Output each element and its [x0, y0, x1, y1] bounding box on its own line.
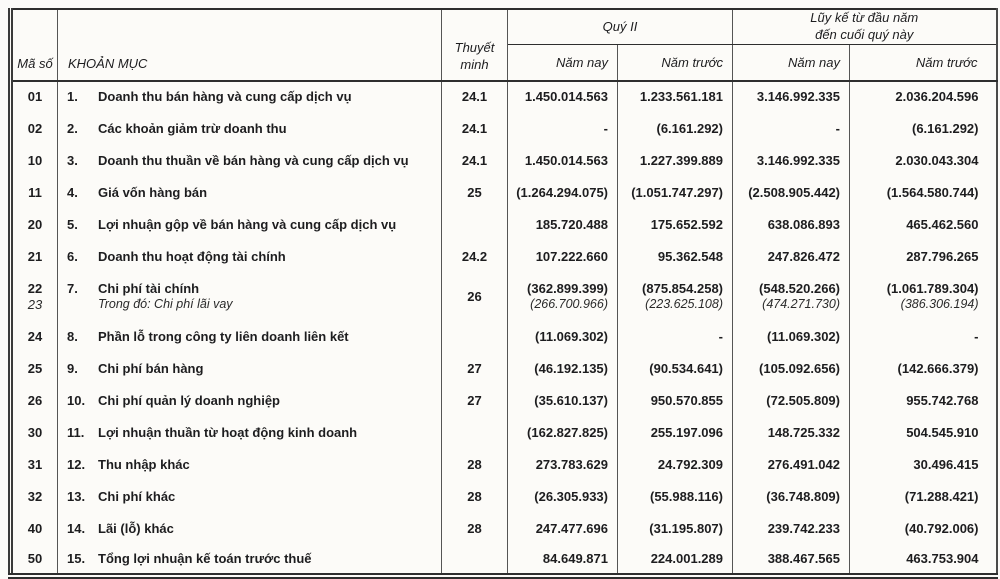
table-row: [11, 241, 997, 273]
row-label-number: 4.: [67, 184, 78, 200]
header-group-cumulative-line1: Lũy kế từ đầu năm: [810, 10, 919, 25]
header-group-cumulative-line2: đến cuối quý này: [815, 26, 914, 42]
header-items: KHOẢN MỤC: [58, 9, 442, 81]
row-label-number: 14.: [67, 520, 86, 536]
row-label: [58, 545, 442, 576]
row-label-number: 10.: [67, 392, 86, 408]
row-note-value: 28: [467, 456, 482, 472]
table-row: [11, 481, 997, 513]
value-quarter-prior: 175.652.592: [618, 209, 733, 241]
value-quarter-current: 273.783.629: [508, 449, 618, 481]
value-quarter-prior: 255.197.096: [618, 417, 733, 449]
row-note-value: 25: [467, 184, 482, 200]
row-label-number: 9.: [67, 360, 78, 376]
row-code: [11, 449, 58, 481]
table-row: [11, 513, 997, 545]
value-cumulative-current: -: [733, 113, 850, 145]
value-cumulative-current: 148.725.332: [733, 417, 850, 449]
row-label-name: Lợi nhuận gộp về bán hàng và cung cấp dịch vụ: [98, 216, 397, 232]
row-label: [58, 113, 442, 145]
value-quarter-prior: (90.534.641): [618, 353, 733, 385]
value-quarter-prior: (1.051.747.297): [618, 177, 733, 209]
value-cumulative-prior: (1.061.789.304) (386.306.194): [886, 280, 979, 312]
value-quarter-prior: 24.792.309: [618, 449, 733, 481]
value-quarter-current: -: [508, 113, 618, 145]
value-cumulative-current: (36.748.809): [733, 481, 850, 513]
row-note-value: 24.1: [461, 120, 488, 136]
row-code-value: 25: [27, 360, 43, 376]
table-row: [11, 145, 997, 177]
row-code-value: 24: [27, 328, 43, 344]
value-quarter-prior: (6.161.292): [618, 113, 733, 145]
income-statement-sheet: [8, 8, 994, 579]
row-code: [11, 545, 58, 576]
row-note: [442, 81, 508, 113]
header-group-cumulative: [733, 9, 997, 44]
row-note: [442, 113, 508, 145]
row-note: [442, 145, 508, 177]
value-cumulative-prior: (71.288.421): [904, 488, 979, 504]
table-body: [11, 81, 997, 576]
table-row: [11, 545, 997, 576]
row-label-name: Thu nhập khác: [98, 456, 190, 472]
value-quarter-current: 185.720.488: [508, 209, 618, 241]
row-note-value: 26: [467, 288, 482, 304]
value-cumulative-current: 3.146.992.335: [733, 81, 850, 113]
table-row: [11, 385, 997, 417]
row-label-name: Doanh thu thuần về bán hàng và cung cấp dịch vụ: [98, 152, 409, 168]
row-code-value: 22: [27, 281, 43, 297]
header-cumulative-current-year: Năm nay: [733, 44, 850, 81]
row-label-name: Tổng lợi nhuận kế toán trước thuế: [98, 550, 312, 566]
value-quarter-prior: 95.362.548: [618, 241, 733, 273]
value-cumulative-current: (11.069.302): [733, 321, 850, 353]
row-label: [58, 513, 442, 545]
row-label-name: Các khoản giảm trừ doanh thu: [98, 120, 287, 136]
table-row: [11, 353, 997, 385]
value-quarter-prior: (875.854.258) (223.625.108): [618, 273, 733, 321]
row-code: [11, 417, 58, 449]
value-cumulative-current: (105.092.656): [733, 353, 850, 385]
row-label: [58, 481, 442, 513]
value-quarter-current: (26.305.933): [508, 481, 618, 513]
row-code: [11, 513, 58, 545]
row-label-number: 3.: [67, 152, 78, 168]
value-cumulative-prior: 287.796.265: [906, 248, 979, 264]
value-cumulative-prior: 463.753.904: [906, 550, 979, 566]
table-row: [11, 417, 997, 449]
row-label: [58, 321, 442, 353]
row-note: [442, 545, 508, 576]
value-quarter-prior: 950.570.855: [618, 385, 733, 417]
table-row: [11, 449, 997, 481]
row-code: [11, 145, 58, 177]
row-label: [58, 353, 442, 385]
row-code: [11, 241, 58, 273]
row-label-number: 8.: [67, 328, 78, 344]
value-quarter-prior: (31.195.807): [618, 513, 733, 545]
row-code: [11, 353, 58, 385]
table-row: [11, 273, 997, 321]
row-note: [442, 449, 508, 481]
row-note-value: 28: [467, 488, 482, 504]
row-label-number: 7.: [67, 281, 78, 297]
row-code-value: 20: [27, 216, 43, 232]
value-cumulative-prior: 30.496.415: [913, 456, 979, 472]
value-cumulative-prior: 465.462.560: [906, 216, 979, 232]
value-cumulative-current: 3.146.992.335: [733, 145, 850, 177]
row-note: [442, 209, 508, 241]
table-row: [11, 177, 997, 209]
value-quarter-prior: (55.988.116): [618, 481, 733, 513]
header-cumulative-prior-year: Năm trước: [850, 44, 997, 81]
row-note: [442, 385, 508, 417]
row-label-number: 2.: [67, 120, 78, 136]
table-header: [11, 9, 997, 81]
row-code: [11, 481, 58, 513]
row-code: [11, 209, 58, 241]
row-code-value: 26: [27, 392, 43, 408]
row-note: [442, 417, 508, 449]
row-note-value: 27: [467, 360, 482, 376]
value-cumulative-prior: (6.161.292): [912, 120, 979, 136]
row-code-value: 10: [27, 152, 43, 168]
row-label-number: 12.: [67, 456, 86, 472]
value-quarter-current: 84.649.871: [508, 545, 618, 576]
row-code: [11, 321, 58, 353]
value-cumulative-prior: 504.545.910: [906, 424, 979, 440]
row-note-value: 24.2: [461, 248, 488, 264]
row-label-number: 11.: [67, 424, 85, 440]
header-quarter-prior-year: Năm trước: [618, 44, 733, 81]
value-quarter-current: (362.899.399) (266.700.966): [508, 273, 618, 321]
value-quarter-prior: 1.233.561.181: [618, 81, 733, 113]
header-code: Mã số: [11, 9, 58, 81]
row-label: [58, 209, 442, 241]
row-code-value: 50: [27, 550, 43, 566]
value-cumulative-prior: (1.564.580.744): [886, 184, 979, 200]
value-cumulative-current: 388.467.565: [733, 545, 850, 576]
row-note: [442, 353, 508, 385]
table-row: [11, 321, 997, 353]
row-label-number: 1.: [67, 89, 78, 105]
row-label: [58, 417, 442, 449]
row-label: [58, 145, 442, 177]
table-row: [11, 113, 997, 145]
value-cumulative-current: 239.742.233: [733, 513, 850, 545]
row-note-value: 27: [467, 392, 482, 408]
value-cumulative-prior: (40.792.006): [904, 520, 979, 536]
value-quarter-current: (1.264.294.075): [508, 177, 618, 209]
value-cumulative-current: 276.491.042: [733, 449, 850, 481]
value-cumulative-current: 247.826.472: [733, 241, 850, 273]
row-note-value: 24.1: [461, 89, 488, 105]
row-label: [58, 241, 442, 273]
row-note: [442, 241, 508, 273]
value-cumulative-prior: -: [974, 328, 979, 344]
value-quarter-current: 1.450.014.563: [508, 81, 618, 113]
row-code-value: 11: [28, 184, 42, 200]
row-note: [442, 273, 508, 321]
row-code-value: 32: [27, 488, 43, 504]
row-label-number: 5.: [67, 216, 78, 232]
row-sublabel: Trong đó: Chi phí lãi vay: [98, 297, 233, 312]
row-label: [58, 273, 442, 321]
row-code-value: 21: [27, 248, 43, 264]
row-note: [442, 321, 508, 353]
value-quarter-current: (11.069.302): [508, 321, 618, 353]
row-label: [58, 81, 442, 113]
row-label-number: 6.: [67, 248, 78, 264]
row-label-name: Lãi (lỗ) khác: [98, 520, 174, 536]
row-code: [11, 177, 58, 209]
row-code: [11, 385, 58, 417]
value-cumulative-prior: 2.030.043.304: [895, 152, 979, 168]
row-label: [58, 385, 442, 417]
row-label-number: 15.: [67, 550, 86, 566]
row-code-value: 31: [27, 456, 43, 472]
value-quarter-prior: 224.001.289: [618, 545, 733, 576]
value-quarter-prior: 1.227.399.889: [618, 145, 733, 177]
header-notes: Thuyết minh: [442, 9, 508, 81]
row-subcode-value: 23: [27, 296, 43, 312]
value-cumulative-current: (2.508.905.442): [733, 177, 850, 209]
header-quarter-current-year: Năm nay: [508, 44, 618, 81]
table-row: [11, 209, 997, 241]
row-note: [442, 177, 508, 209]
row-code: [11, 81, 58, 113]
value-quarter-current: 247.477.696: [508, 513, 618, 545]
row-label-name: Giá vốn hàng bán: [98, 184, 208, 200]
row-code-value: 01: [27, 89, 43, 105]
value-cumulative-current: 638.086.893: [733, 209, 850, 241]
row-label: [58, 449, 442, 481]
row-label-name: Phần lỗ trong công ty liên doanh liên kết: [98, 328, 349, 344]
row-label-name: Lợi nhuận thuần từ hoạt động kinh doanh: [98, 424, 358, 440]
value-quarter-current: 107.222.660: [508, 241, 618, 273]
value-quarter-current: (46.192.135): [508, 353, 618, 385]
row-label-name: Chi phí bán hàng: [98, 360, 204, 376]
row-label-name: Doanh thu bán hàng và cung cấp dịch vụ: [98, 89, 352, 105]
value-quarter-current: 1.450.014.563: [508, 145, 618, 177]
income-statement-table: [8, 8, 998, 579]
row-note: [442, 513, 508, 545]
row-code-value: 02: [27, 120, 43, 136]
row-note-value: 28: [467, 520, 482, 536]
header-group-quarter: Quý II: [508, 9, 733, 44]
table-row: [11, 81, 997, 113]
row-label-name: Doanh thu hoạt động tài chính: [98, 248, 286, 264]
row-note: [442, 481, 508, 513]
value-cumulative-prior: 2.036.204.596: [895, 89, 979, 105]
row-code: [11, 113, 58, 145]
value-quarter-current: (162.827.825): [508, 417, 618, 449]
row-label-number: 13.: [67, 488, 86, 504]
row-label-name: Chi phí khác: [98, 488, 176, 504]
row-label-name: Chi phí quản lý doanh nghiệp: [98, 392, 280, 408]
row-label-name: Chi phí tài chính: [98, 281, 200, 297]
value-cumulative-prior: (142.666.379): [897, 360, 979, 376]
row-code: [11, 273, 58, 321]
value-cumulative-prior: 955.742.768: [906, 392, 979, 408]
value-cumulative-current: (72.505.809): [733, 385, 850, 417]
row-label: [58, 177, 442, 209]
row-code-value: 30: [27, 424, 43, 440]
row-note-value: 24.1: [461, 152, 488, 168]
row-code-value: 40: [27, 520, 43, 536]
value-cumulative-current: (548.520.266) (474.271.730): [733, 273, 850, 321]
value-quarter-prior: -: [618, 321, 733, 353]
value-quarter-current: (35.610.137): [508, 385, 618, 417]
